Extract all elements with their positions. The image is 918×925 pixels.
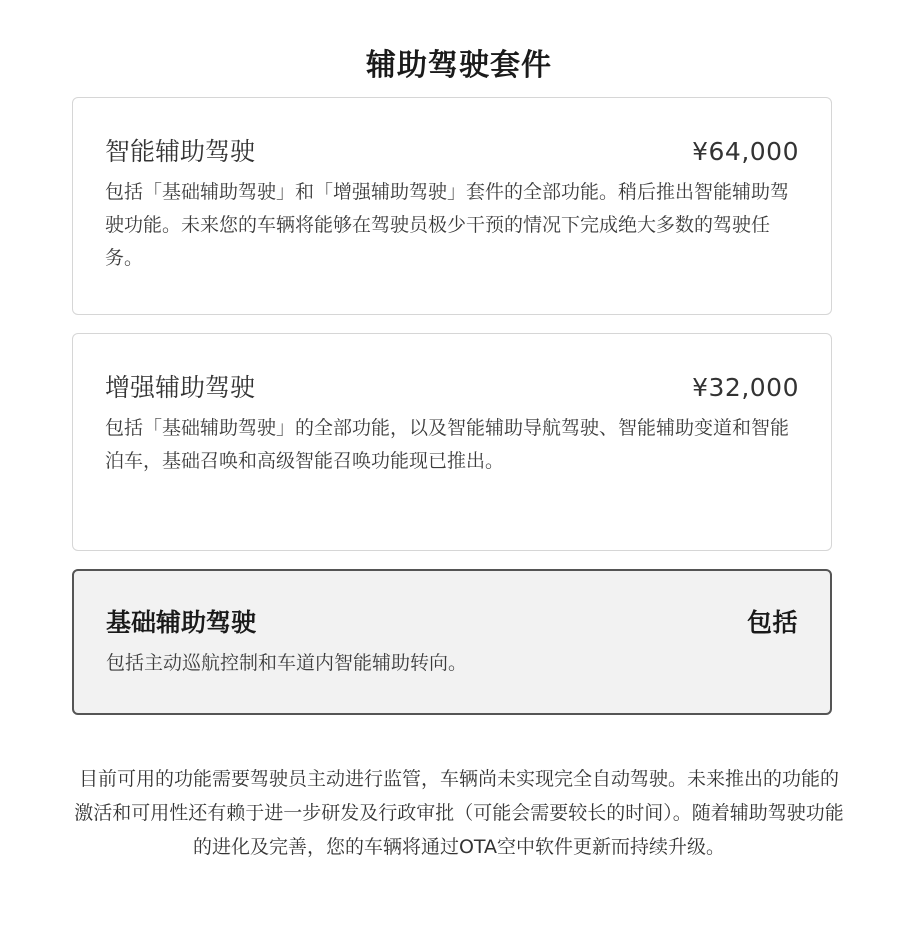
page-title: 辅助驾驶套件 — [366, 48, 552, 83]
package-price: ¥64,000 — [692, 137, 799, 166]
package-name: 基础辅助驾驶 — [106, 608, 257, 637]
package-description: 包括「基础辅助驾驶」的全部功能，以及智能辅助导航驾驶、智能辅助变道和智能泊车，基础召唤和高级智能召唤功能现已推出。 — [105, 417, 790, 472]
package-name: 智能辅助驾驶 — [105, 137, 256, 166]
package-name: 增强辅助驾驶 — [105, 373, 256, 402]
package-header — [106, 603, 798, 639]
package-header — [105, 368, 799, 404]
package-description: 包括主动巡航控制和车道内智能辅助转向。 — [106, 652, 468, 674]
package-header — [105, 132, 799, 168]
package-price: ¥32,000 — [692, 373, 799, 402]
disclaimer-text: 目前可用的功能需要驾驶员主动进行监管，车辆尚未实现完全自动驾驶。未来推出的功能的激活和可用性还有赖于进一步研发及行政审批（可能会需要较长的时间）。随着辅助驾驶功能的进化及完善，您的车辆将通过OTA空中软件更新而持续升级。 — [74, 768, 844, 858]
package-option-basic-autopilot[interactable] — [72, 569, 832, 715]
package-included-label: 包括 — [746, 608, 798, 637]
package-description: 包括「基础辅助驾驶」和「增强辅助驾驶」套件的全部功能。稍后推出智能辅助驾驶功能。未来您的车辆将能够在驾驶员极少干预的情况下完成绝大多数的驾驶任务。 — [105, 181, 790, 269]
package-option-full-self-driving[interactable] — [72, 97, 832, 315]
package-option-enhanced-autopilot[interactable] — [72, 333, 832, 551]
